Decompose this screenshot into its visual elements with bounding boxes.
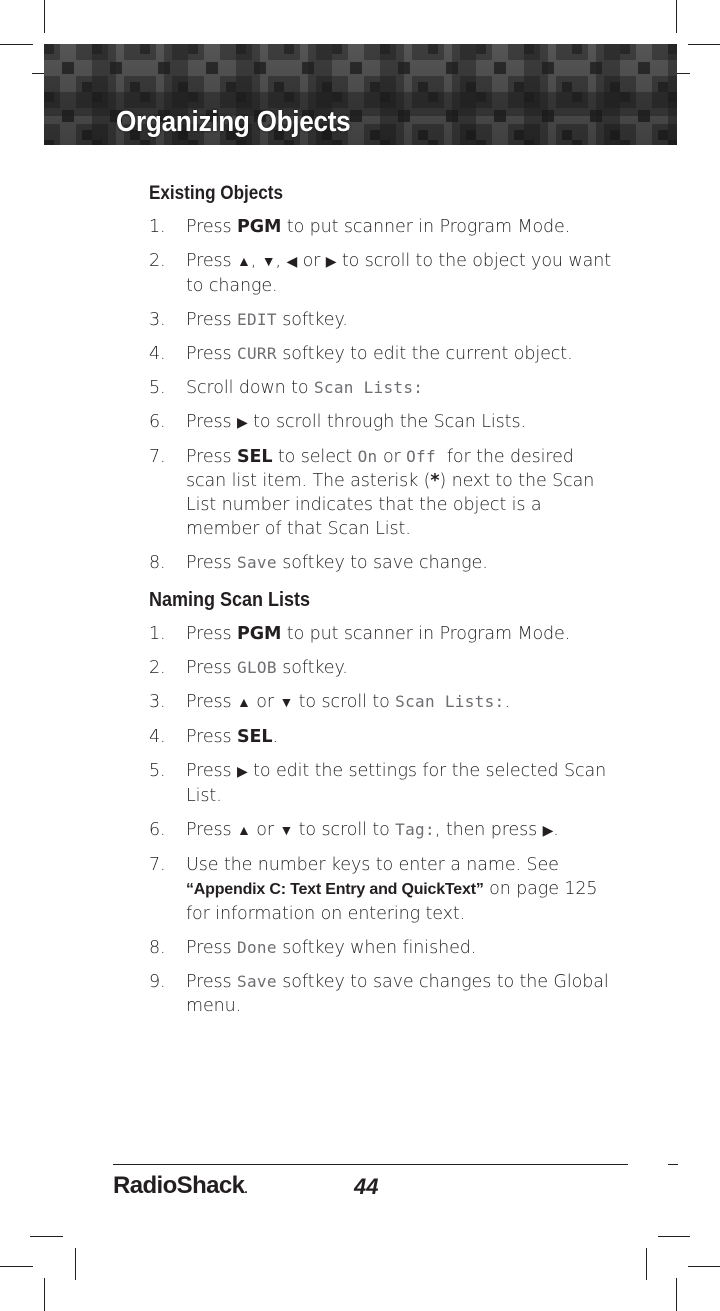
step-text: Press	[186, 761, 238, 781]
crop-mark	[30, 1236, 63, 1237]
page-content	[149, 183, 619, 1028]
footer-divider	[113, 1164, 628, 1165]
edit-softkey-label: EDIT	[237, 310, 277, 329]
list-item	[149, 249, 619, 298]
existing-objects-steps	[149, 215, 619, 575]
section-title-existing-objects: Existing Objects	[149, 183, 283, 204]
scan-lists-display-text: Scan Lists:	[395, 692, 505, 711]
step-text: to select	[272, 447, 358, 467]
on-display-text: On	[357, 447, 378, 466]
off-display-text: Off	[406, 447, 436, 466]
chapter-banner	[44, 44, 677, 145]
list-item	[149, 725, 619, 749]
step-number: 8.	[149, 553, 166, 573]
crop-mark	[44, 1278, 45, 1311]
brand-logo	[113, 1172, 247, 1200]
step-number: 3.	[149, 310, 166, 330]
step-text: to scroll to	[293, 820, 396, 840]
page-number: 44	[354, 1174, 379, 1199]
list-item	[149, 818, 619, 843]
step-text: or	[250, 820, 280, 840]
step-text: .	[504, 692, 510, 712]
list-item	[149, 215, 619, 239]
list-item	[149, 970, 619, 1018]
brand-name: RadioShack	[113, 1172, 245, 1199]
crop-mark	[676, 1278, 677, 1311]
step-text: Press	[186, 553, 238, 573]
list-item	[149, 308, 619, 332]
right-arrow-icon: ▶	[542, 823, 554, 839]
brand-dot: .	[244, 1182, 248, 1196]
step-number: 6.	[149, 412, 166, 432]
step-text: Press	[186, 310, 238, 330]
step-text: Press	[186, 820, 238, 840]
step-text: or	[250, 692, 280, 712]
step-text: to put scanner in Program Mode.	[281, 624, 571, 644]
step-text: to scroll to	[293, 692, 396, 712]
step-text: to scroll through the Scan Lists.	[247, 412, 526, 432]
separator: ,	[250, 251, 262, 271]
step-text: Press	[186, 251, 238, 271]
page-title: Organizing Objects	[116, 106, 351, 138]
step-number: 5.	[149, 761, 166, 781]
right-arrow-icon: ▶	[325, 254, 337, 270]
list-item	[149, 376, 619, 400]
asterisk-symbol: *	[430, 471, 440, 491]
done-softkey-label: Done	[237, 938, 277, 957]
crop-mark	[44, 0, 45, 33]
left-arrow-icon: ◀	[286, 254, 298, 270]
step-text: softkey.	[276, 310, 348, 330]
list-item	[149, 551, 619, 575]
crop-mark	[0, 1266, 33, 1267]
step-number: 8.	[149, 938, 166, 958]
pgm-key-label: PGM	[237, 624, 282, 644]
list-item	[149, 936, 619, 960]
crop-mark	[668, 1164, 678, 1165]
crop-mark	[646, 1248, 647, 1280]
crop-mark	[688, 1266, 720, 1267]
crop-mark	[75, 1248, 76, 1280]
list-item	[149, 853, 619, 926]
list-item	[149, 410, 619, 435]
step-text: Press	[186, 624, 238, 644]
list-item	[149, 690, 619, 715]
crop-mark	[658, 1236, 690, 1237]
save-softkey-label: Save	[237, 553, 277, 572]
step-number: 2.	[149, 658, 166, 678]
step-number: 1.	[149, 217, 166, 237]
list-item	[149, 342, 619, 366]
up-arrow-icon: ▲	[237, 695, 251, 711]
step-text: Press	[186, 938, 238, 958]
down-arrow-icon: ▼	[279, 695, 294, 711]
glob-softkey-label: GLOB	[237, 658, 277, 677]
save-softkey-label: Save	[237, 972, 277, 991]
curr-softkey-label: CURR	[237, 344, 277, 363]
step-text: Press	[186, 344, 238, 364]
step-text: or	[297, 251, 326, 271]
step-text: Press	[186, 412, 238, 432]
step-text: softkey to save changes to the Global menu.	[186, 972, 609, 1016]
step-text: softkey when finished.	[276, 938, 477, 958]
step-text: for the desired scan list item. The asterisk (	[186, 447, 580, 491]
up-arrow-icon: ▲	[237, 254, 251, 270]
step-text: Press	[186, 658, 238, 678]
step-text: softkey to save change.	[276, 553, 488, 573]
step-text: Press	[186, 727, 238, 747]
step-text: or	[377, 447, 407, 467]
list-item	[149, 759, 619, 808]
scan-lists-display-text: Scan Lists:	[313, 378, 424, 397]
step-text: .	[272, 727, 278, 747]
down-arrow-icon: ▼	[279, 823, 294, 839]
crop-mark	[676, 0, 677, 33]
right-arrow-icon: ▶	[237, 415, 248, 431]
step-text: softkey.	[276, 658, 348, 678]
step-number: 5.	[149, 378, 166, 398]
step-text: to edit the settings for the selected Scan List.	[186, 761, 607, 806]
step-text: ) next to the Scan List number indicates that the object is a member of that Scan List.	[186, 471, 595, 539]
step-number: 4.	[149, 727, 166, 747]
sel-key-label: SEL	[237, 447, 273, 467]
step-text: on page 125 for information on entering text.	[186, 879, 598, 924]
list-item	[149, 622, 619, 646]
step-text: Press	[186, 217, 238, 237]
appendix-reference-link[interactable]: “Appendix C: Text Entry and QuickText”	[186, 881, 484, 898]
tag-display-text: Tag:	[395, 820, 435, 839]
step-text: Press	[186, 692, 238, 712]
naming-scan-lists-steps	[149, 622, 619, 1018]
pgm-key-label: PGM	[237, 217, 282, 237]
step-number: 1.	[149, 624, 166, 644]
step-number: 2.	[149, 251, 166, 271]
section-title-naming-scan-lists: Naming Scan Lists	[149, 589, 311, 611]
step-text: softkey to edit the current object.	[276, 344, 573, 364]
list-item	[149, 445, 619, 541]
step-text: Press	[186, 447, 238, 467]
crop-mark	[0, 44, 33, 45]
step-number: 9.	[149, 972, 166, 992]
right-arrow-icon: ▶	[237, 764, 248, 780]
separator: ,	[275, 251, 287, 271]
step-number: 3.	[149, 692, 166, 712]
crop-mark	[688, 44, 720, 45]
step-number: 4.	[149, 344, 166, 364]
step-number: 7.	[149, 855, 166, 875]
list-item	[149, 656, 619, 680]
sel-key-label: SEL	[237, 727, 273, 747]
step-number: 6.	[149, 820, 166, 840]
step-text: , then press	[434, 820, 543, 840]
step-text: to put scanner in Program Mode.	[281, 217, 571, 237]
step-text: .	[553, 820, 559, 840]
step-text: Use the number keys to enter a name. See	[186, 855, 559, 875]
step-text: Press	[186, 972, 238, 992]
up-arrow-icon: ▲	[237, 823, 251, 839]
down-arrow-icon: ▼	[261, 254, 276, 270]
step-text: to scroll to the object you want to change.	[186, 251, 611, 296]
step-text: Scroll down to	[186, 378, 314, 398]
step-number: 7.	[149, 447, 166, 467]
